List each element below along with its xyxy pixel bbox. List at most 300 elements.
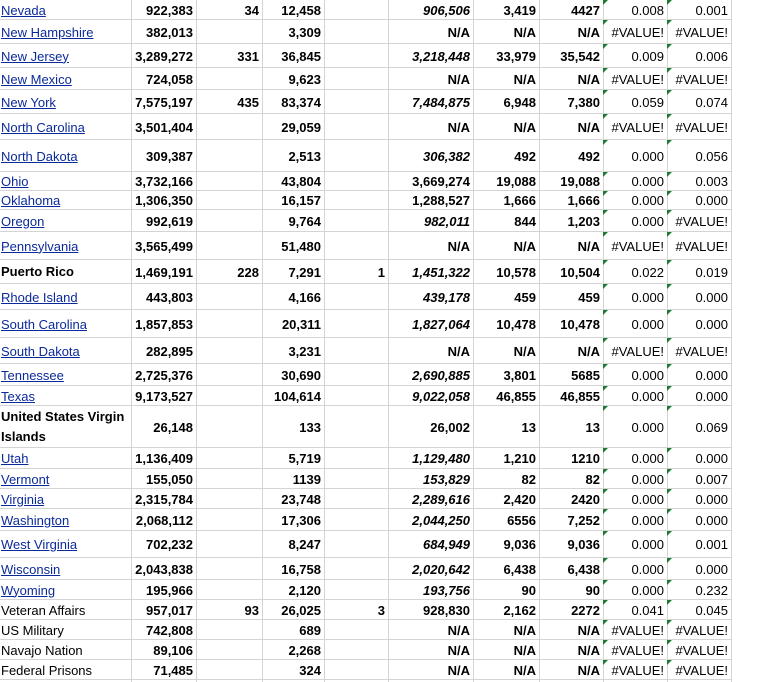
cell-c9[interactable] (667, 210, 731, 232)
cell-c3[interactable] (262, 260, 324, 284)
cell-c7[interactable] (539, 90, 603, 114)
cell-c4[interactable] (324, 558, 388, 580)
cell-c6[interactable] (473, 448, 539, 469)
cell-c1[interactable] (131, 364, 196, 386)
cell-c5[interactable] (388, 509, 473, 531)
cell-c5[interactable] (388, 558, 473, 580)
cell-c4[interactable] (324, 386, 388, 406)
cell-c2[interactable] (196, 232, 262, 260)
cell-value: 7,291 (288, 264, 321, 280)
cell-c6[interactable] (473, 140, 539, 172)
cell-c9[interactable] (667, 232, 731, 260)
cell-c8[interactable] (603, 44, 667, 68)
cell-c8[interactable] (603, 191, 667, 210)
cell-c8[interactable] (603, 509, 667, 531)
cell-c4[interactable] (324, 620, 388, 640)
cell-c7[interactable] (539, 114, 603, 140)
cell-c2[interactable] (196, 172, 262, 191)
cell-c5[interactable] (388, 44, 473, 68)
cell-c9[interactable] (667, 140, 731, 172)
cell-c4[interactable] (324, 310, 388, 338)
cell-c6[interactable] (473, 386, 539, 406)
state-name-cell[interactable]: Wyoming (1, 582, 56, 598)
cell-c3[interactable] (262, 640, 324, 660)
cell-c8[interactable] (603, 364, 667, 386)
cell-c4[interactable] (324, 284, 388, 310)
state-name-cell[interactable]: New Hampshire (1, 24, 94, 40)
cell-c7[interactable] (539, 68, 603, 90)
cell-c8[interactable] (603, 114, 667, 140)
cell-c4[interactable] (324, 20, 388, 44)
cell-c9[interactable] (667, 489, 731, 509)
cell-c8[interactable] (603, 640, 667, 660)
cell-c5[interactable] (388, 0, 473, 20)
cell-c8[interactable] (603, 284, 667, 310)
cell-c2[interactable] (196, 489, 262, 509)
cell-c2[interactable] (196, 580, 262, 600)
cell-c2[interactable] (196, 90, 262, 114)
cell-c9[interactable] (667, 0, 731, 20)
cell-c2[interactable] (196, 44, 262, 68)
cell-c5[interactable] (388, 68, 473, 90)
cell-c4[interactable] (324, 210, 388, 232)
cell-c4[interactable] (324, 140, 388, 172)
cell-c6[interactable] (473, 20, 539, 44)
cell-c4[interactable] (324, 469, 388, 489)
cell-c2[interactable] (196, 68, 262, 90)
cell-c4[interactable] (324, 640, 388, 660)
cell-value: 10,478 (560, 316, 600, 332)
cell-c3[interactable] (262, 114, 324, 140)
cell-c6[interactable] (473, 284, 539, 310)
cell-c2[interactable] (196, 640, 262, 660)
cell-c9[interactable] (667, 448, 731, 469)
cell-c8[interactable] (603, 260, 667, 284)
cell-c5[interactable] (388, 310, 473, 338)
cell-c4[interactable] (324, 509, 388, 531)
cell-c8[interactable] (603, 406, 667, 448)
cell-c7[interactable] (539, 338, 603, 364)
cell-c5[interactable] (388, 600, 473, 620)
cell-c8[interactable] (603, 0, 667, 20)
cell-c6[interactable] (473, 620, 539, 640)
cell-c7[interactable] (539, 44, 603, 68)
cell-c1[interactable] (131, 260, 196, 284)
cell-c1[interactable] (131, 660, 196, 680)
cell-c7[interactable] (539, 600, 603, 620)
cell-c2[interactable] (196, 469, 262, 489)
cell-c6[interactable] (473, 114, 539, 140)
state-name-cell[interactable]: New Jersey (1, 48, 69, 64)
cell-c6[interactable] (473, 660, 539, 680)
cell-c3[interactable] (262, 310, 324, 338)
cell-c7[interactable] (539, 558, 603, 580)
cell-c6[interactable] (473, 338, 539, 364)
cell-c7[interactable] (539, 640, 603, 660)
state-name-cell[interactable]: Texas (1, 388, 35, 404)
cell-c4[interactable] (324, 172, 388, 191)
cell-c7[interactable] (539, 620, 603, 640)
cell-c4[interactable] (324, 338, 388, 364)
cell-c3[interactable] (262, 580, 324, 600)
cell-c1[interactable] (131, 338, 196, 364)
cell-c8[interactable] (603, 580, 667, 600)
cell-c5[interactable] (388, 386, 473, 406)
cell-c3[interactable] (262, 406, 324, 448)
cell-c7[interactable] (539, 406, 603, 448)
cell-c9[interactable] (667, 531, 731, 558)
cell-c7[interactable] (539, 660, 603, 680)
cell-c5[interactable] (388, 20, 473, 44)
cell-c4[interactable] (324, 448, 388, 469)
cell-c7[interactable] (539, 310, 603, 338)
cell-c7[interactable] (539, 469, 603, 489)
cell-c8[interactable] (603, 600, 667, 620)
cell-c6[interactable] (473, 191, 539, 210)
cell-c5[interactable] (388, 114, 473, 140)
cell-c3[interactable] (262, 68, 324, 90)
cell-c2[interactable] (196, 364, 262, 386)
cell-c3[interactable] (262, 531, 324, 558)
cell-c2[interactable] (196, 406, 262, 448)
cell-c8[interactable] (603, 469, 667, 489)
cell-c4[interactable] (324, 531, 388, 558)
state-name-cell[interactable]: Ohio (1, 174, 29, 189)
cell-c2[interactable] (196, 531, 262, 558)
cell-c2[interactable] (196, 386, 262, 406)
cell-c7[interactable] (539, 140, 603, 172)
cell-c4[interactable] (324, 68, 388, 90)
cell-c2[interactable] (196, 448, 262, 469)
cell-c1[interactable] (131, 558, 196, 580)
cell-c7[interactable] (539, 386, 603, 406)
state-name-cell[interactable]: South Carolina (1, 316, 87, 332)
cell-c8[interactable] (603, 20, 667, 44)
cell-c7[interactable] (539, 580, 603, 600)
state-name-cell[interactable]: Wisconsin (1, 561, 61, 577)
cell-c4[interactable] (324, 489, 388, 509)
cell-c5[interactable] (388, 284, 473, 310)
cell-c8[interactable] (603, 531, 667, 558)
cell-c2[interactable] (196, 0, 262, 20)
cell-c7[interactable] (539, 260, 603, 284)
cell-value: 90 (521, 582, 536, 598)
cell-c5[interactable] (388, 620, 473, 640)
cell-c8[interactable] (603, 448, 667, 469)
cell-c2[interactable] (196, 140, 262, 172)
cell-c9[interactable] (667, 114, 731, 140)
cell-c9[interactable] (667, 172, 731, 191)
state-name-cell[interactable]: South Dakota (1, 343, 80, 359)
cell-c3[interactable] (262, 338, 324, 364)
cell-c9[interactable] (667, 558, 731, 580)
state-name-cell[interactable]: West Virginia (1, 537, 78, 552)
cell-c1[interactable] (131, 284, 196, 310)
cell-c5[interactable] (388, 191, 473, 210)
cell-c6[interactable] (473, 531, 539, 558)
cell-c6[interactable] (473, 406, 539, 448)
cell-c5[interactable] (388, 469, 473, 489)
cell-c6[interactable] (473, 489, 539, 509)
cell-c6[interactable] (473, 260, 539, 284)
cell-c9[interactable] (667, 660, 731, 680)
state-name-cell[interactable]: Oklahoma (1, 193, 61, 208)
cell-c4[interactable] (324, 44, 388, 68)
cell-c2[interactable] (196, 191, 262, 210)
cell-c9[interactable] (667, 386, 731, 406)
cell-c6[interactable] (473, 0, 539, 20)
cell-c9[interactable] (667, 509, 731, 531)
cell-c6[interactable] (473, 580, 539, 600)
cell-c1[interactable] (131, 68, 196, 90)
cell-c3[interactable] (262, 20, 324, 44)
cell-c1[interactable] (131, 406, 196, 448)
cell-c5[interactable] (388, 531, 473, 558)
cell-c7[interactable] (539, 191, 603, 210)
cell-c3[interactable] (262, 90, 324, 114)
cell-c9[interactable] (667, 260, 731, 284)
cell-c1[interactable] (131, 580, 196, 600)
cell-c7[interactable] (539, 284, 603, 310)
cell-c5[interactable] (388, 406, 473, 448)
cell-c3[interactable] (262, 660, 324, 680)
cell-c8[interactable] (603, 386, 667, 406)
cell-c6[interactable] (473, 90, 539, 114)
cell-c7[interactable] (539, 20, 603, 44)
cell-value: 435 (237, 94, 259, 110)
cell-c3[interactable] (262, 600, 324, 620)
cell-c8[interactable] (603, 210, 667, 232)
cell-value: 957,017 (146, 602, 193, 618)
cell-value: 1,306,350 (135, 193, 193, 208)
cell-c1[interactable] (131, 20, 196, 44)
cell-c3[interactable] (262, 284, 324, 310)
cell-c3[interactable] (262, 232, 324, 260)
cell-c5[interactable] (388, 210, 473, 232)
cell-value: 9,173,527 (135, 388, 193, 404)
cell-c9[interactable] (667, 338, 731, 364)
cell-c6[interactable] (473, 310, 539, 338)
cell-c4[interactable] (324, 580, 388, 600)
cell-c7[interactable] (539, 531, 603, 558)
cell-c3[interactable] (262, 191, 324, 210)
state-name-cell[interactable]: New Mexico (1, 71, 72, 87)
cell-c9[interactable] (667, 284, 731, 310)
cell-c4[interactable] (324, 90, 388, 114)
cell-c8[interactable] (603, 90, 667, 114)
cell-c1[interactable] (131, 386, 196, 406)
cell-c5[interactable] (388, 338, 473, 364)
cell-c4[interactable] (324, 364, 388, 386)
cell-c1[interactable] (131, 44, 196, 68)
cell-c2[interactable] (196, 20, 262, 44)
cell-c5[interactable] (388, 364, 473, 386)
cell-c5[interactable] (388, 90, 473, 114)
cell-c5[interactable] (388, 260, 473, 284)
cell-c4[interactable] (324, 0, 388, 20)
cell-value: #VALUE! (611, 622, 664, 638)
cell-c2[interactable] (196, 260, 262, 284)
cell-c7[interactable] (539, 210, 603, 232)
cell-c4[interactable] (324, 260, 388, 284)
cell-c5[interactable] (388, 640, 473, 660)
cell-c7[interactable] (539, 172, 603, 191)
cell-c9[interactable] (667, 640, 731, 660)
state-name-cell[interactable]: Rhode Island (1, 289, 78, 305)
cell-c8[interactable] (603, 620, 667, 640)
cell-c1[interactable] (131, 448, 196, 469)
cell-c1[interactable] (131, 489, 196, 509)
cell-c2[interactable] (196, 620, 262, 640)
cell-c2[interactable] (196, 284, 262, 310)
cell-c9[interactable] (667, 469, 731, 489)
cell-c6[interactable] (473, 509, 539, 531)
state-name-cell[interactable]: Virginia (1, 491, 45, 507)
cell-c8[interactable] (603, 558, 667, 580)
cell-c3[interactable] (262, 489, 324, 509)
cell-c6[interactable] (473, 210, 539, 232)
cell-c1[interactable] (131, 600, 196, 620)
cell-c5[interactable] (388, 140, 473, 172)
cell-value: 6,948 (503, 94, 536, 110)
cell-c9[interactable] (667, 44, 731, 68)
cell-c1[interactable] (131, 172, 196, 191)
cell-c3[interactable] (262, 469, 324, 489)
cell-c1[interactable] (131, 232, 196, 260)
cell-c2[interactable] (196, 114, 262, 140)
error-indicator-icon (667, 469, 672, 474)
cell-c8[interactable] (603, 172, 667, 191)
cell-c8[interactable] (603, 140, 667, 172)
cell-c6[interactable] (473, 469, 539, 489)
table-row (0, 114, 732, 140)
cell-c3[interactable] (262, 386, 324, 406)
cell-c7[interactable] (539, 489, 603, 509)
cell-c3[interactable] (262, 509, 324, 531)
cell-c1[interactable] (131, 140, 196, 172)
cell-c9[interactable] (667, 310, 731, 338)
cell-c3[interactable] (262, 210, 324, 232)
cell-c1[interactable] (131, 469, 196, 489)
cell-c1[interactable] (131, 90, 196, 114)
state-name-cell[interactable]: Oregon (1, 213, 45, 229)
state-name-cell[interactable]: Washington (1, 512, 70, 528)
cell-c9[interactable] (667, 90, 731, 114)
cell-c4[interactable] (324, 660, 388, 680)
cell-c3[interactable] (262, 620, 324, 640)
cell-c1[interactable] (131, 191, 196, 210)
state-name-cell[interactable]: New York (1, 94, 56, 110)
cell-c2[interactable] (196, 509, 262, 531)
cell-c6[interactable] (473, 172, 539, 191)
cell-c1[interactable] (131, 210, 196, 232)
cell-c3[interactable] (262, 448, 324, 469)
cell-c8[interactable] (603, 660, 667, 680)
cell-c1[interactable] (131, 114, 196, 140)
cell-c9[interactable] (667, 600, 731, 620)
cell-c6[interactable] (473, 44, 539, 68)
cell-c8[interactable] (603, 310, 667, 338)
cell-c2[interactable] (196, 338, 262, 364)
cell-c6[interactable] (473, 640, 539, 660)
state-name-cell[interactable]: Utah (1, 451, 29, 466)
cell-value: 2272 (571, 602, 600, 618)
cell-c7[interactable] (539, 509, 603, 531)
cell-c8[interactable] (603, 338, 667, 364)
cell-value: 6,438 (503, 561, 536, 577)
cell-c2[interactable] (196, 310, 262, 338)
cell-c3[interactable] (262, 558, 324, 580)
state-name-cell[interactable]: Tennessee (1, 367, 64, 383)
cell-c3[interactable] (262, 364, 324, 386)
cell-c2[interactable] (196, 210, 262, 232)
cell-c8[interactable] (603, 489, 667, 509)
cell-value: 5,719 (288, 451, 321, 466)
state-name-cell[interactable]: Vermont (1, 471, 50, 487)
cell-c5[interactable] (388, 489, 473, 509)
cell-c2[interactable] (196, 660, 262, 680)
cell-c1[interactable] (131, 509, 196, 531)
cell-c1[interactable] (131, 620, 196, 640)
cell-c5[interactable] (388, 580, 473, 600)
cell-c1[interactable] (131, 0, 196, 20)
cell-c6[interactable] (473, 364, 539, 386)
state-name-cell[interactable]: Pennsylvania (1, 238, 79, 254)
cell-c9[interactable] (667, 406, 731, 448)
cell-c6[interactable] (473, 600, 539, 620)
cell-c7[interactable] (539, 0, 603, 20)
cell-c9[interactable] (667, 620, 731, 640)
cell-c6[interactable] (473, 232, 539, 260)
cell-c5[interactable] (388, 660, 473, 680)
cell-c9[interactable] (667, 68, 731, 90)
cell-c1[interactable] (131, 310, 196, 338)
cell-c4[interactable] (324, 406, 388, 448)
cell-c5[interactable] (388, 232, 473, 260)
state-name-cell[interactable]: North Carolina (1, 119, 85, 135)
cell-c7[interactable] (539, 232, 603, 260)
cell-c9[interactable] (667, 364, 731, 386)
cell-c4[interactable] (324, 191, 388, 210)
table-row (0, 284, 732, 310)
cell-c4[interactable] (324, 232, 388, 260)
cell-c7[interactable] (539, 364, 603, 386)
cell-c3[interactable] (262, 0, 324, 20)
cell-c9[interactable] (667, 191, 731, 210)
cell-c2[interactable] (196, 558, 262, 580)
cell-c3[interactable] (262, 140, 324, 172)
cell-c5[interactable] (388, 172, 473, 191)
cell-c4[interactable] (324, 114, 388, 140)
cell-c3[interactable] (262, 172, 324, 191)
cell-c1[interactable] (131, 640, 196, 660)
cell-c6[interactable] (473, 68, 539, 90)
state-name-cell[interactable]: North Dakota (1, 148, 78, 164)
cell-c3[interactable] (262, 44, 324, 68)
cell-c6[interactable] (473, 558, 539, 580)
cell-c4[interactable] (324, 600, 388, 620)
cell-c1[interactable] (131, 531, 196, 558)
cell-c8[interactable] (603, 232, 667, 260)
cell-c9[interactable] (667, 580, 731, 600)
cell-c5[interactable] (388, 448, 473, 469)
state-name-cell[interactable]: Nevada (1, 2, 46, 18)
cell-value: 29,059 (281, 119, 321, 135)
cell-c2[interactable] (196, 600, 262, 620)
cell-c7[interactable] (539, 448, 603, 469)
cell-c8[interactable] (603, 68, 667, 90)
cell-c9[interactable] (667, 20, 731, 44)
